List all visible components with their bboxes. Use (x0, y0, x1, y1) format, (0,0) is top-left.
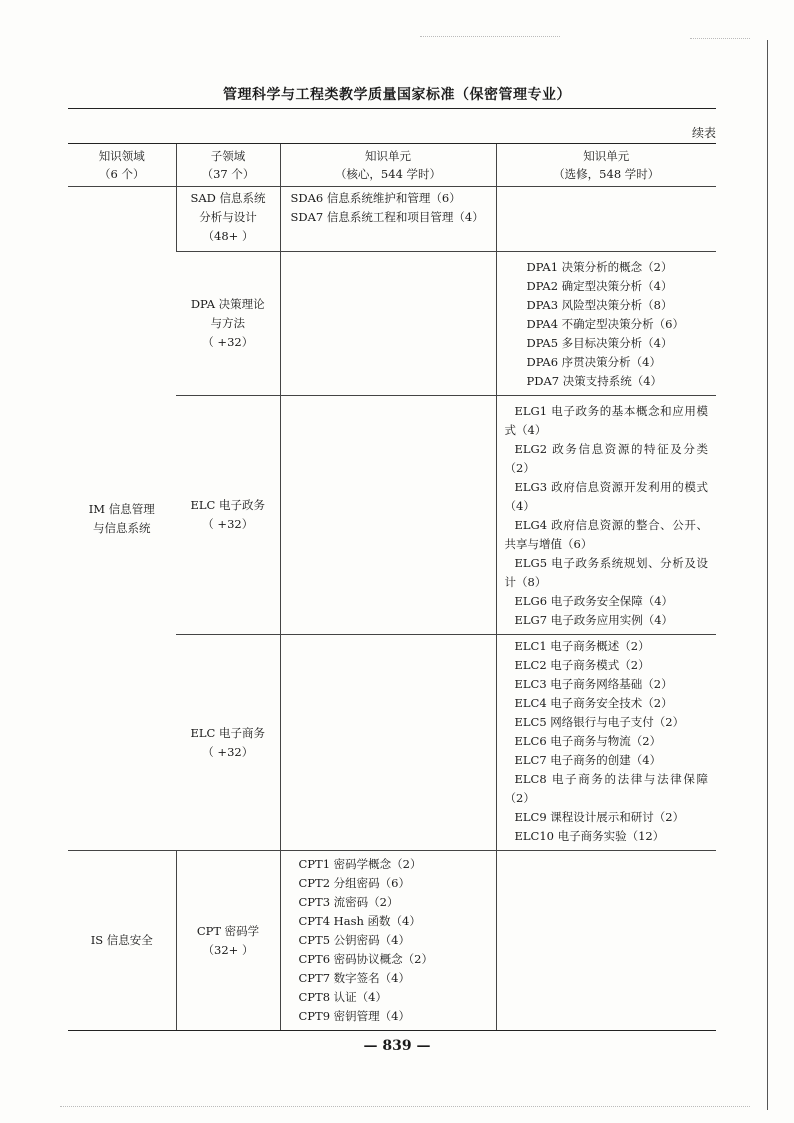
elective-unit: ELG1 电子政务的基本概念和应用模式（4） (504, 404, 708, 437)
table-row (68, 187, 716, 252)
elective-unit: DPA3 风险型决策分析（8） (526, 298, 673, 312)
core-units-cell (280, 187, 496, 252)
page-number: — 839 — (363, 1038, 431, 1054)
elective-unit: PDA7 决策支持系统（4） (526, 374, 663, 388)
subdomain-cell: SAD 信息系统 分析与设计 （48+ ） (176, 187, 280, 252)
scan-artifact (690, 38, 750, 39)
elective-unit: ELG7 电子政务应用实例（4） (514, 613, 674, 627)
core-units-cell (280, 396, 496, 635)
elective-units-cell (496, 635, 716, 851)
core-unit: CPT8 认证（4） (298, 990, 387, 1004)
core-unit: CPT9 密钥管理（4） (298, 1009, 410, 1023)
core-unit: SDA7 信息系统工程和项目管理（4） (290, 210, 484, 224)
core-unit: CPT6 密码协议概念（2） (298, 952, 433, 966)
elective-unit: ELC8 电子商务的法律与法律保障（2） (504, 772, 708, 805)
subdomain-cell: ELC 电子商务 （ +32） (176, 635, 280, 851)
core-unit: SDA6 信息系统维护和管理（6） (290, 191, 461, 205)
elective-unit: ELC7 电子商务的创建（4） (514, 753, 662, 767)
continued-label: 续表 (691, 126, 716, 140)
domain-cell-is: IS 信息安全 (68, 851, 176, 1031)
core-unit: CPT1 密码学概念（2） (298, 857, 422, 871)
elective-unit: ELC10 电子商务实验（12） (514, 829, 665, 843)
header-cell-core: 知识单元 （核心，544 学时） (280, 144, 496, 187)
elective-unit: DPA2 确定型决策分析（4） (526, 279, 673, 293)
core-units-cell (280, 851, 496, 1031)
core-units-cell (280, 252, 496, 396)
elective-unit: DPA1 决策分析的概念（2） (526, 260, 673, 274)
table-header-row (68, 144, 716, 187)
elective-unit: ELG2 政务信息资源的特征及分类（2） (504, 442, 708, 475)
elective-unit: ELC4 电子商务安全技术（2） (514, 696, 673, 710)
curriculum-table (68, 143, 716, 1031)
subdomain-cell: ELC 电子政务 （ +32） (176, 396, 280, 635)
core-unit: CPT7 数字签名（4） (298, 971, 410, 985)
core-unit: CPT2 分组密码（6） (298, 876, 410, 890)
header-cell-elective: 知识单元 （选修，548 学时） (496, 144, 716, 187)
elective-unit: ELG3 政府信息资源开发利用的模式（4） (504, 480, 708, 513)
elective-unit: ELC1 电子商务概述（2） (514, 639, 650, 653)
scan-artifact (60, 1106, 750, 1107)
page-edge-line (767, 40, 768, 1110)
core-unit: CPT5 公钥密码（4） (298, 933, 410, 947)
elective-unit: ELC6 电子商务与物流（2） (514, 734, 662, 748)
header-cell-subdomain: 子领域 （37 个） (176, 144, 280, 187)
elective-unit: ELG5 电子政务系统规划、分析及设计（8） (504, 556, 708, 589)
scan-artifact (420, 36, 560, 37)
elective-unit: ELC5 网络银行与电子支付（2） (514, 715, 685, 729)
elective-units-cell (496, 851, 716, 1031)
domain-cell-im: IM 信息管理 与信息系统 (68, 187, 176, 851)
elective-unit: DPA5 多目标决策分析（4） (526, 336, 673, 350)
elective-unit: ELC9 课程设计展示和研讨（2） (514, 810, 685, 824)
header-cell-domain: 知识领域 （6 个） (68, 144, 176, 187)
elective-unit: ELG4 政府信息资源的整合、公开、共享与增值（6） (504, 518, 708, 551)
running-header: 管理科学与工程类教学质量国家标准（保密管理专业） (223, 87, 571, 103)
elective-units-cell (496, 396, 716, 635)
elective-units-cell (496, 187, 716, 252)
header-rule (68, 108, 716, 109)
elective-unit: ELC2 电子商务模式（2） (514, 658, 650, 672)
subdomain-cell: DPA 决策理论 与方法 （ +32） (176, 252, 280, 396)
core-unit: CPT3 流密码（2） (298, 895, 399, 909)
elective-units-cell (496, 252, 716, 396)
elective-unit: ELC3 电子商务网络基础（2） (514, 677, 673, 691)
elective-unit: DPA6 序贯决策分析（4） (526, 355, 661, 369)
core-unit: CPT4 Hash 函数（4） (298, 914, 421, 928)
core-units-cell (280, 635, 496, 851)
table-row (68, 851, 716, 1031)
elective-unit: DPA4 不确定型决策分析（6） (526, 317, 684, 331)
elective-unit: ELG6 电子政务安全保障（4） (514, 594, 674, 608)
subdomain-cell: CPT 密码学 （32+ ） (176, 851, 280, 1031)
